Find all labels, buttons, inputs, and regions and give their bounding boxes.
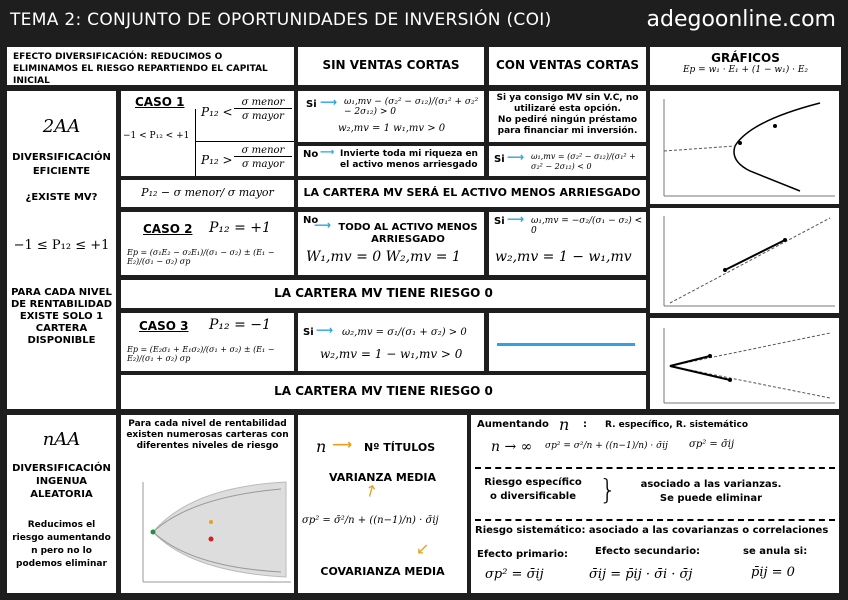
page-title: TEMA 2: CONJUNTO DE OPORTUNIDADES DE INVERSIÓN (COI) [10, 10, 552, 30]
para-cada-3: EXISTE SOLO 1 [19, 311, 104, 322]
banner1-box [298, 180, 646, 207]
con3-box [489, 313, 646, 371]
efecto-primario-f: σp² = σ̄ij [485, 567, 544, 582]
graficos-label: GRÁFICOS [711, 51, 780, 65]
sin2-box [298, 212, 484, 275]
graph-caso1-svg [650, 91, 839, 204]
caso1-bottom-formula: P₁₂ − σ menor/ σ mayor [141, 186, 274, 199]
sin1-arrow-icon: ⟶ [320, 95, 338, 109]
reducimos-1: Reducimos el [27, 520, 96, 530]
titulos-n: n [316, 437, 327, 456]
titulos-label: Nº TÍTULOS [364, 441, 436, 454]
varianza-label: VARIANZA MEDIA [328, 471, 437, 484]
con-ventas-label: CON VENTAS CORTAS [495, 58, 639, 72]
con3-line [497, 343, 635, 346]
efecto-text: EFECTO DIVERSIFICACIÓN: REDUCIMOS O ELIMINAMOS EL RIESGO REPARTIENDO EL CAPITAL INICIAL [13, 52, 268, 85]
divider-2 [475, 519, 835, 521]
sin-ventas-header [298, 47, 484, 85]
scatter-svg [121, 477, 294, 587]
sin1-si-label: Si [306, 99, 317, 110]
caso1-divider-h [195, 141, 294, 142]
riesgo-esp-1: Riesgo específico [484, 477, 582, 488]
graph-caso1 [650, 91, 839, 204]
riesgo-box [471, 415, 839, 593]
sin2-f: W₁,mv = 0 W₂,mv = 1 [306, 249, 461, 265]
riesgo-sistematico: Riesgo sistemático: asociado a las covarianzas o correlaciones [475, 525, 829, 536]
sin3-si-label: Si [303, 327, 314, 338]
con1-arrow-icon: ⟶ [507, 150, 525, 164]
con1-t2: No pediré ningún préstamo para financiar mi inversión. [497, 115, 638, 136]
para-cada-5: DISPONIBLE [27, 335, 96, 346]
formula-sigma-p2: σp² = σ̄ij [689, 439, 735, 450]
sin1-no-arrow-icon: ⟶ [320, 147, 335, 158]
para-cada-2: DE RENTABILIDAD [10, 299, 113, 310]
banner3-text: LA CARTERA MV TIENE RIESGO 0 [274, 384, 493, 398]
se-anula: se anula si: [743, 546, 808, 557]
sin1-f2: w₂,mv = 1 w₁,mv > 0 [338, 123, 446, 134]
banner2-text: LA CARTERA MV TIENE RIESGO 0 [274, 286, 493, 300]
scatter-box [121, 415, 294, 593]
para-cada-1: PARA CADA NIVEL [11, 287, 112, 298]
sin1-f1: ω₁,mv − (σ₂² − σ₁₂)/(σ₁² + σ₂² − 2σ₁₂) > 0 [344, 97, 479, 117]
existe-mv: ¿EXISTE MV? [25, 192, 98, 203]
titulos-formula: σp² = σ̄²/n + ((n−1)/n) · σ̄ij [302, 515, 439, 526]
div-eficiente-1: DIVERSIFICACIÓN [12, 152, 111, 163]
caso2-f: Ep = (σ₁E₂ − σ₂E₁)/(σ₁ − σ₂) ± (E₁ − E₂)/(σ₁ − σ₂) σp [127, 248, 275, 266]
caso1-label: CASO 1 [135, 95, 185, 109]
sin1-no-label: No [303, 149, 319, 160]
caso1-box [121, 91, 294, 176]
graph-caso3 [650, 318, 839, 409]
scatter-title: Para cada nivel de rentabilidad existen numerosas carteras con diferentes niveles de riesgo [126, 419, 289, 451]
caso1-f1-left: P₁₂ < [201, 105, 233, 119]
divider-1 [475, 467, 835, 469]
varianza-arrow-icon: ↗ [360, 478, 382, 503]
caso2-box [121, 212, 294, 275]
sin1-si-box [298, 91, 484, 142]
aumentando-n: n [559, 415, 570, 434]
reducimos-2: riesgo aumentando [12, 533, 111, 543]
efecto-secundario: Efecto secundario: [595, 546, 701, 557]
formula-naa: nAA [42, 429, 81, 450]
site-logo: adegoonline.com [646, 7, 836, 32]
con2-arrow-icon: ⟶ [507, 212, 525, 226]
caso1-f1-num: σ menor [234, 97, 292, 109]
graficos-formula: Ep = w₁ · E₁ + (1 − w₁) · E₂ [682, 65, 808, 75]
asociado-1: asociado a las varianzas. [640, 479, 782, 490]
se-anula-f: p̄ij = 0 [751, 565, 795, 580]
sin3-f1: ω₂,mv = σ₁/(σ₁ + σ₂) > 0 [342, 327, 467, 338]
con1-f: ω₁,mv = (σ₂² − σ₁₂)/(σ₁² + σ₂² − 2σ₁₂) < 0 [531, 152, 636, 171]
limite-n: n → ∞ [491, 439, 533, 455]
con1-si-label: Si [494, 154, 505, 165]
left-sidebar-naa [7, 415, 116, 593]
banner2-box [121, 280, 646, 308]
caso1-f2-num: σ menor [234, 145, 292, 157]
range-p12: −1 ≤ P₁₂ ≤ +1 [13, 238, 110, 253]
banner1-text: LA CARTERA MV SERÁ EL ACTIVO MENOS ARRIESGADO [303, 186, 641, 199]
sin2-no-label: No [303, 215, 319, 226]
caso2-label: CASO 2 [143, 222, 193, 236]
riesgo-esp-2: o diversificable [489, 491, 576, 502]
sin3-f2: w₂,mv = 1 − w₁,mv > 0 [320, 347, 463, 361]
reducimos-3: n pero no lo [31, 546, 92, 556]
efecto-box [7, 47, 294, 85]
sin1-no-box [298, 146, 484, 176]
con1-si-box [489, 146, 646, 176]
asociado-2: Se puede eliminar [659, 493, 763, 504]
covarianza-label: COVARIANZA MEDIA [320, 565, 445, 578]
caso1-f2-den: σ mayor [242, 159, 284, 170]
efecto-secundario-f: σ̄ij = p̄ij · σ̄i · σ̄j [589, 567, 693, 582]
div-ingenua-2: INGENUA [35, 476, 88, 487]
covarianza-arrow-icon: ↙ [416, 539, 430, 558]
reducimos-4: podemos eliminar [16, 559, 107, 569]
formula-2aa: 2AA [42, 116, 81, 137]
titulos-arrow-icon: ⟶ [332, 437, 353, 453]
banner3-box [121, 375, 646, 409]
div-eficiente-2: EFICIENTE [32, 166, 91, 177]
efecto-primario: Efecto primario: [477, 549, 568, 560]
con2-box [489, 212, 646, 275]
con2-f1: ω₁,mv = −σ₂/(σ₁ − σ₂) < 0 [531, 216, 643, 236]
graph-caso2-svg [650, 208, 839, 313]
titulos-box [298, 415, 467, 593]
caso1-range: −1 < P₁₂ < +1 [123, 131, 190, 141]
con2-si-label: Si [494, 216, 505, 227]
formula-sigma-p: σp² = σ²/n + ((n−1)/n) · σ̄ij [545, 441, 668, 451]
sin2-arrow-icon: ⟶ [314, 218, 332, 232]
sin3-arrow-icon: ⟶ [316, 323, 334, 337]
caso3-eq: P₁₂ = −1 [209, 317, 271, 333]
caso3-label: CASO 3 [139, 319, 189, 333]
caso1-divider-v [195, 109, 196, 176]
div-ingenua-1: DIVERSIFICACIÓN [12, 463, 111, 474]
con1-text-box [489, 91, 646, 142]
graph-caso3-svg [650, 318, 839, 409]
caso2-eq: P₁₂ = +1 [209, 220, 271, 236]
aumentando-colon: : [583, 419, 587, 430]
caso1-f1-den: σ mayor [242, 111, 284, 122]
para-cada-4: CARTERA [35, 323, 88, 334]
con-ventas-header [489, 47, 646, 85]
caso1-f2-left: P₁₂ > [201, 153, 233, 167]
header-bar [0, 0, 848, 44]
caso1-bottom [121, 180, 294, 207]
left-sidebar-2aa [7, 91, 116, 409]
caso3-f: Ep = (E₂σ₁ + E₁σ₂)/(σ₁ + σ₂) ± (E₁ − E₂)/(σ₁ + σ₂) σp [127, 345, 275, 363]
con2-f2: w₂,mv = 1 − w₁,mv [495, 249, 632, 265]
graficos-header [650, 47, 841, 85]
con1-t1: Si ya consigo MV sin V.C, no utilizaré esta opción. [496, 93, 639, 114]
aumentando-label: Aumentando [477, 419, 549, 430]
graph-caso2 [650, 208, 839, 313]
sin3-box [298, 313, 484, 371]
brace-icon: } [599, 473, 617, 506]
caso3-box [121, 313, 294, 371]
sin-ventas-label: SIN VENTAS CORTAS [322, 58, 460, 72]
riesgo-esp-sis: R. específico, R. sistemático [605, 420, 749, 430]
sin2-text: TODO AL ACTIVO MENOS ARRIESGADO [338, 222, 478, 245]
div-ingenua-3: ALEATORIA [30, 489, 93, 500]
sin1-no-text: Invierte toda mi riqueza en el activo menos arriesgado [340, 149, 478, 170]
